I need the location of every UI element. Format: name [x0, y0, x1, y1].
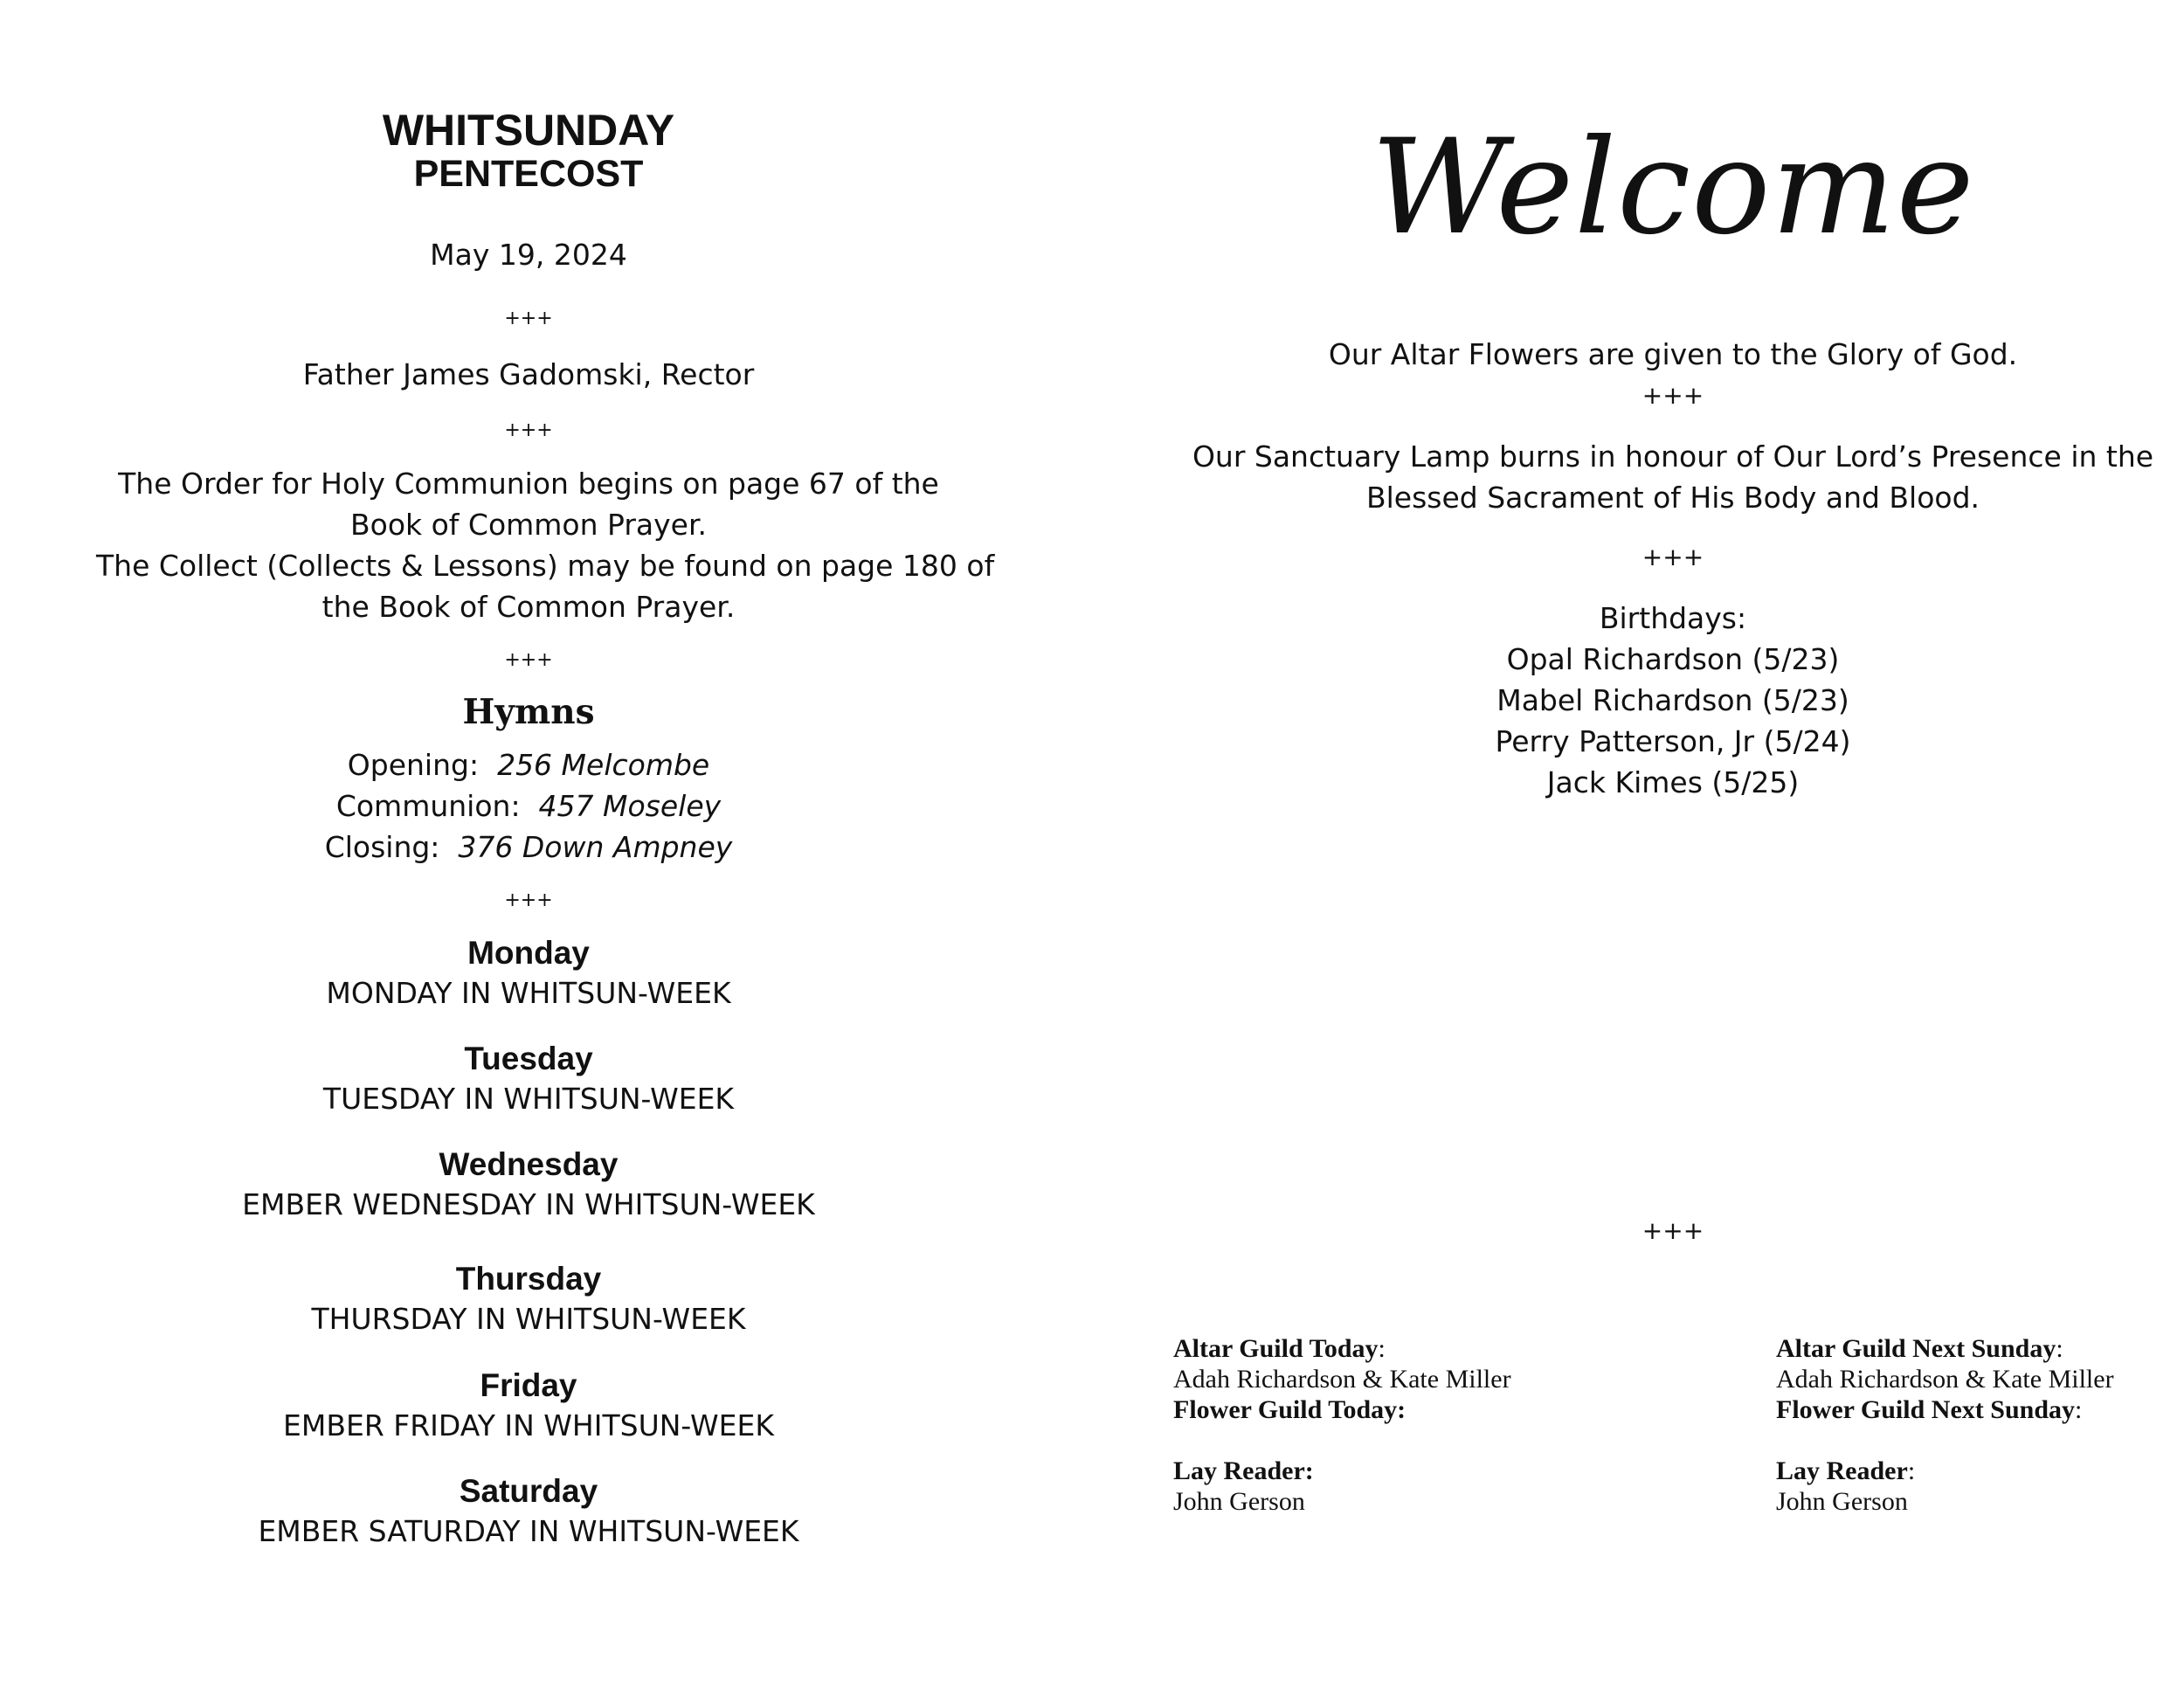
- separator: +++: [504, 308, 553, 329]
- hymn-row: [96, 748, 961, 782]
- order-line: the Book of Common Prayer.: [321, 590, 736, 624]
- day-name: Thursday: [455, 1261, 602, 1297]
- separator: +++: [504, 889, 553, 911]
- flower-guild-next-label: Flower Guild Next Sunday: [1776, 1395, 2075, 1424]
- day-observance: EMBER SATURDAY IN WHITSUN-WEEK: [258, 1514, 799, 1548]
- separator: +++: [1641, 381, 1704, 410]
- hymn-label: Communion:: [335, 789, 521, 823]
- separator: +++: [504, 419, 553, 441]
- day-observance: MONDAY IN WHITSUN-WEEK: [326, 976, 731, 1010]
- altar-guild-today-names: Adah Richardson & Kate Miller: [1173, 1365, 1511, 1394]
- altar-guild-next-names: Adah Richardson & Kate Miller: [1776, 1365, 2114, 1394]
- lay-reader-today-name: John Gerson: [1173, 1487, 1305, 1516]
- guild-today: Altar Guild Today: Adah Richardson & Kate Miller Flower Guild Today: Lay Reader: John Gerson: [1173, 1334, 1511, 1516]
- hymn-row: [96, 830, 961, 864]
- order-line: Book of Common Prayer.: [349, 508, 707, 542]
- day-observance: EMBER WEDNESDAY IN WHITSUN-WEEK: [242, 1187, 815, 1221]
- sanctuary-lamp-line: Blessed Sacrament of His Body and Blood.: [1365, 481, 1980, 515]
- separator: +++: [504, 649, 553, 671]
- day-name: Wednesday: [439, 1146, 619, 1182]
- birthdays-heading: Birthdays:: [1599, 601, 1747, 635]
- day-observance: THURSDAY IN WHITSUN-WEEK: [311, 1302, 746, 1336]
- separator: +++: [1641, 1216, 1704, 1245]
- day-name: Friday: [480, 1367, 577, 1403]
- hymn-value: 256 Melcombe: [497, 748, 710, 782]
- hymn-label: Closing:: [324, 830, 440, 864]
- altar-flowers-note: Our Altar Flowers are given to the Glory of God.: [1328, 337, 2018, 371]
- hymn-value: 457 Moseley: [538, 789, 722, 823]
- order-line: The Collect (Collects & Lessons) may be found on page 180 of: [96, 549, 995, 583]
- lay-reader-next-name: John Gerson: [1776, 1487, 1908, 1516]
- separator: +++: [1641, 543, 1704, 571]
- feast-title: WHITSUNDAY: [382, 106, 675, 155]
- order-line: The Order for Holy Communion begins on page 67 of the: [118, 467, 939, 501]
- hymn-row: [96, 789, 961, 823]
- day-name: Saturday: [459, 1473, 598, 1509]
- day-name: Monday: [467, 935, 590, 971]
- altar-guild-today-label: Altar Guild Today: [1173, 1334, 1379, 1363]
- day-observance: EMBER FRIDAY IN WHITSUN-WEEK: [283, 1408, 774, 1442]
- hymns-heading: Hymns: [462, 692, 595, 732]
- lay-reader-next-label: Lay Reader: [1776, 1456, 1908, 1485]
- birthday-entry: Opal Richardson (5/23): [1506, 642, 1840, 676]
- birthday-entry: Jack Kimes (5/25): [1546, 765, 1800, 799]
- altar-guild-next-label: Altar Guild Next Sunday: [1776, 1334, 2056, 1363]
- feast-subtitle: PENTECOST: [413, 153, 644, 195]
- lay-reader-today-label: Lay Reader:: [1173, 1456, 1314, 1485]
- hymn-value: 376 Down Ampney: [458, 830, 733, 864]
- day-observance: TUESDAY IN WHITSUN-WEEK: [322, 1082, 735, 1116]
- hymn-label: Opening:: [347, 748, 480, 782]
- rector-name: Father James Gadomski, Rector: [302, 357, 755, 391]
- day-name: Tuesday: [464, 1041, 593, 1076]
- welcome-heading: Welcome: [1371, 112, 1975, 264]
- flower-guild-today-label: Flower Guild Today:: [1173, 1395, 1406, 1424]
- guild-next-sunday: Altar Guild Next Sunday: Adah Richardson & Kate Miller Flower Guild Next Sunday: Lay Reader: John Gerson: [1776, 1334, 2114, 1516]
- service-date: May 19, 2024: [430, 238, 627, 272]
- sanctuary-lamp-line: Our Sanctuary Lamp burns in honour of Our Lord’s Presence in the: [1192, 439, 2154, 474]
- birthday-entry: Perry Patterson, Jr (5/24): [1495, 724, 1851, 758]
- birthday-entry: Mabel Richardson (5/23): [1496, 683, 1849, 717]
